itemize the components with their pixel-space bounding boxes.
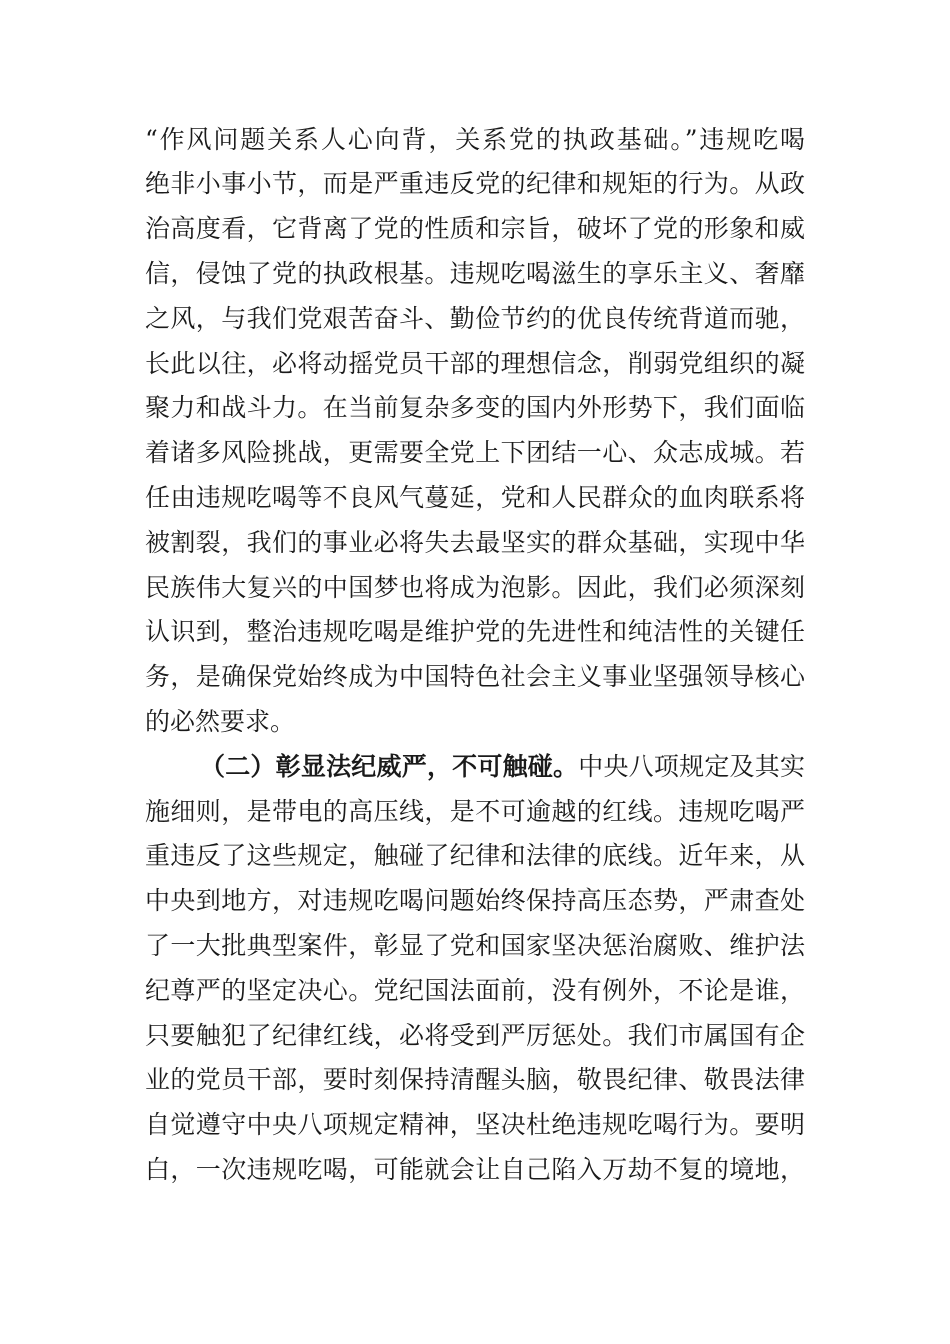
section-heading: （二）彰显法纪威严，不可触碰。: [200, 752, 579, 781]
text-line: 绝非小事小节，而是严重违反党的纪律和规矩的行为。从政: [145, 169, 805, 198]
text-line: 中央到地方，对违规吃喝问题始终保持高压态势，严肃查处: [145, 886, 805, 915]
text-run: 中央八项规定及其实: [578, 752, 805, 781]
text-line: 务，是确保党始终成为中国特色社会主义事业坚强领导核心: [145, 662, 805, 691]
text-line: 施细则，是带电的高压线，是不可逾越的红线。违规吃喝严: [145, 797, 805, 826]
text-line: “作风问题关系人心向背，关系党的执政基础。”违规吃喝: [145, 125, 805, 154]
text-line: 信，侵蚀了党的执政根基。违规吃喝滋生的享乐主义、奢靡: [145, 259, 805, 288]
text-line: 业的党员干部，要时刻保持清醒头脑，敬畏纪律、敬畏法律: [145, 1065, 805, 1094]
text-line: 认识到，整治违规吃喝是维护党的先进性和纯洁性的关键任: [145, 617, 805, 646]
text-line: 之风，与我们党艰苦奋斗、勤俭节约的优良传统背道而驰，: [145, 304, 805, 333]
text-line: 被割裂，我们的事业必将失去最坚实的群众基础，实现中华: [145, 528, 805, 557]
text-line: 了一大批典型案件，彰显了党和国家坚决惩治腐败、维护法: [145, 931, 805, 960]
text-line: 自觉遵守中央八项规定精神，坚决杜绝违规吃喝行为。要明: [145, 1110, 805, 1139]
text-line: [200, 745, 805, 789]
text-line: 长此以往，必将动摇党员干部的理想信念，削弱党组织的凝: [145, 349, 805, 378]
text-line: 白，一次违规吃喝，可能就会让自己陷入万劫不复的境地，: [145, 1155, 805, 1184]
text-line: 任由违规吃喝等不良风气蔓延，党和人民群众的血肉联系将: [145, 483, 805, 512]
text-line: 着诸多风险挑战，更需要全党上下团结一心、众志成城。若: [145, 438, 805, 467]
text-line: 重违反了这些规定，触碰了纪律和法律的底线。近年来，从: [145, 841, 805, 870]
text-line: 的必然要求。: [145, 707, 296, 736]
text-line: 只要触犯了纪律红线，必将受到严厉惩处。我们市属国有企: [145, 1021, 805, 1050]
text-line: 民族伟大复兴的中国梦也将成为泡影。因此，我们必须深刻: [145, 573, 805, 602]
text-line: 纪尊严的坚定决心。党纪国法面前，没有例外，不论是谁，: [145, 976, 805, 1005]
text-line: 治高度看，它背离了党的性质和宗旨，破坏了党的形象和威: [145, 214, 805, 243]
text-line: 聚力和战斗力。在当前复杂多变的国内外形势下，我们面临: [145, 393, 805, 422]
